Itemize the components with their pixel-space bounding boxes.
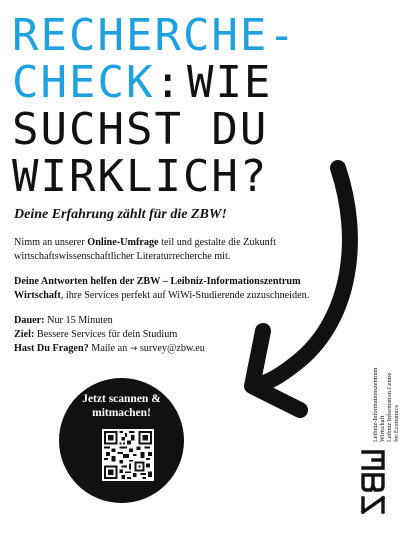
intro-line-1: Nimm an unserer Online-Umfrage teil und gestalte die Zukunft — [14, 237, 277, 248]
detail-duration: Dauer: Nur 15 Minuten — [14, 315, 113, 326]
headline-line-2 — [12, 59, 297, 106]
headline-line-4: WIRKLICH? — [12, 151, 269, 202]
subtitle: Deine Erfahrung zählt für die ZBW! — [14, 207, 227, 222]
headline-colon: : — [154, 57, 183, 108]
answers-paragraph — [14, 275, 334, 303]
arrow-right-icon: → — [129, 344, 138, 354]
zbw-logo — [360, 448, 386, 518]
answers-line-1: Deine Antworten helfen der ZBW – Leibniz-Informationszentrum — [14, 276, 301, 287]
email-link[interactable]: survey@zbw.eu — [137, 343, 205, 354]
intro-paragraph — [14, 236, 334, 264]
headline-wie: WIE — [186, 57, 273, 108]
details-list — [14, 314, 334, 356]
headline-check: CHECK — [12, 57, 155, 108]
headline-line-3: SUCHST DU — [12, 104, 269, 155]
scan-cta-circle — [59, 378, 184, 503]
scan-cta-text: Jetzt scannen & mitmachen! — [82, 393, 161, 419]
answers-line-2: Wirtschaft, ihre Services perfekt auf WiWi-Studierende zuzuschneiden. — [14, 290, 310, 301]
detail-questions: Hast Du Fragen? Maile an → survey@zbw.eu — [14, 343, 205, 354]
headline — [12, 12, 297, 200]
online-umfrage-emphasis: Online-Umfrage — [87, 237, 159, 248]
qr-code-icon[interactable] — [102, 429, 154, 481]
institution-name: Leibniz-Informationszentrum Wirtschaft Leibniz Information Centre for Economics — [372, 367, 400, 442]
institution-block — [348, 352, 400, 520]
intro-line-2: wirtschaftswissenschaftlicher Literaturrecherche mit. — [14, 251, 231, 262]
headline-line-1: RECHERCHE- — [12, 10, 297, 61]
detail-goal: Ziel: Bessere Services für dein Studium — [14, 329, 178, 340]
